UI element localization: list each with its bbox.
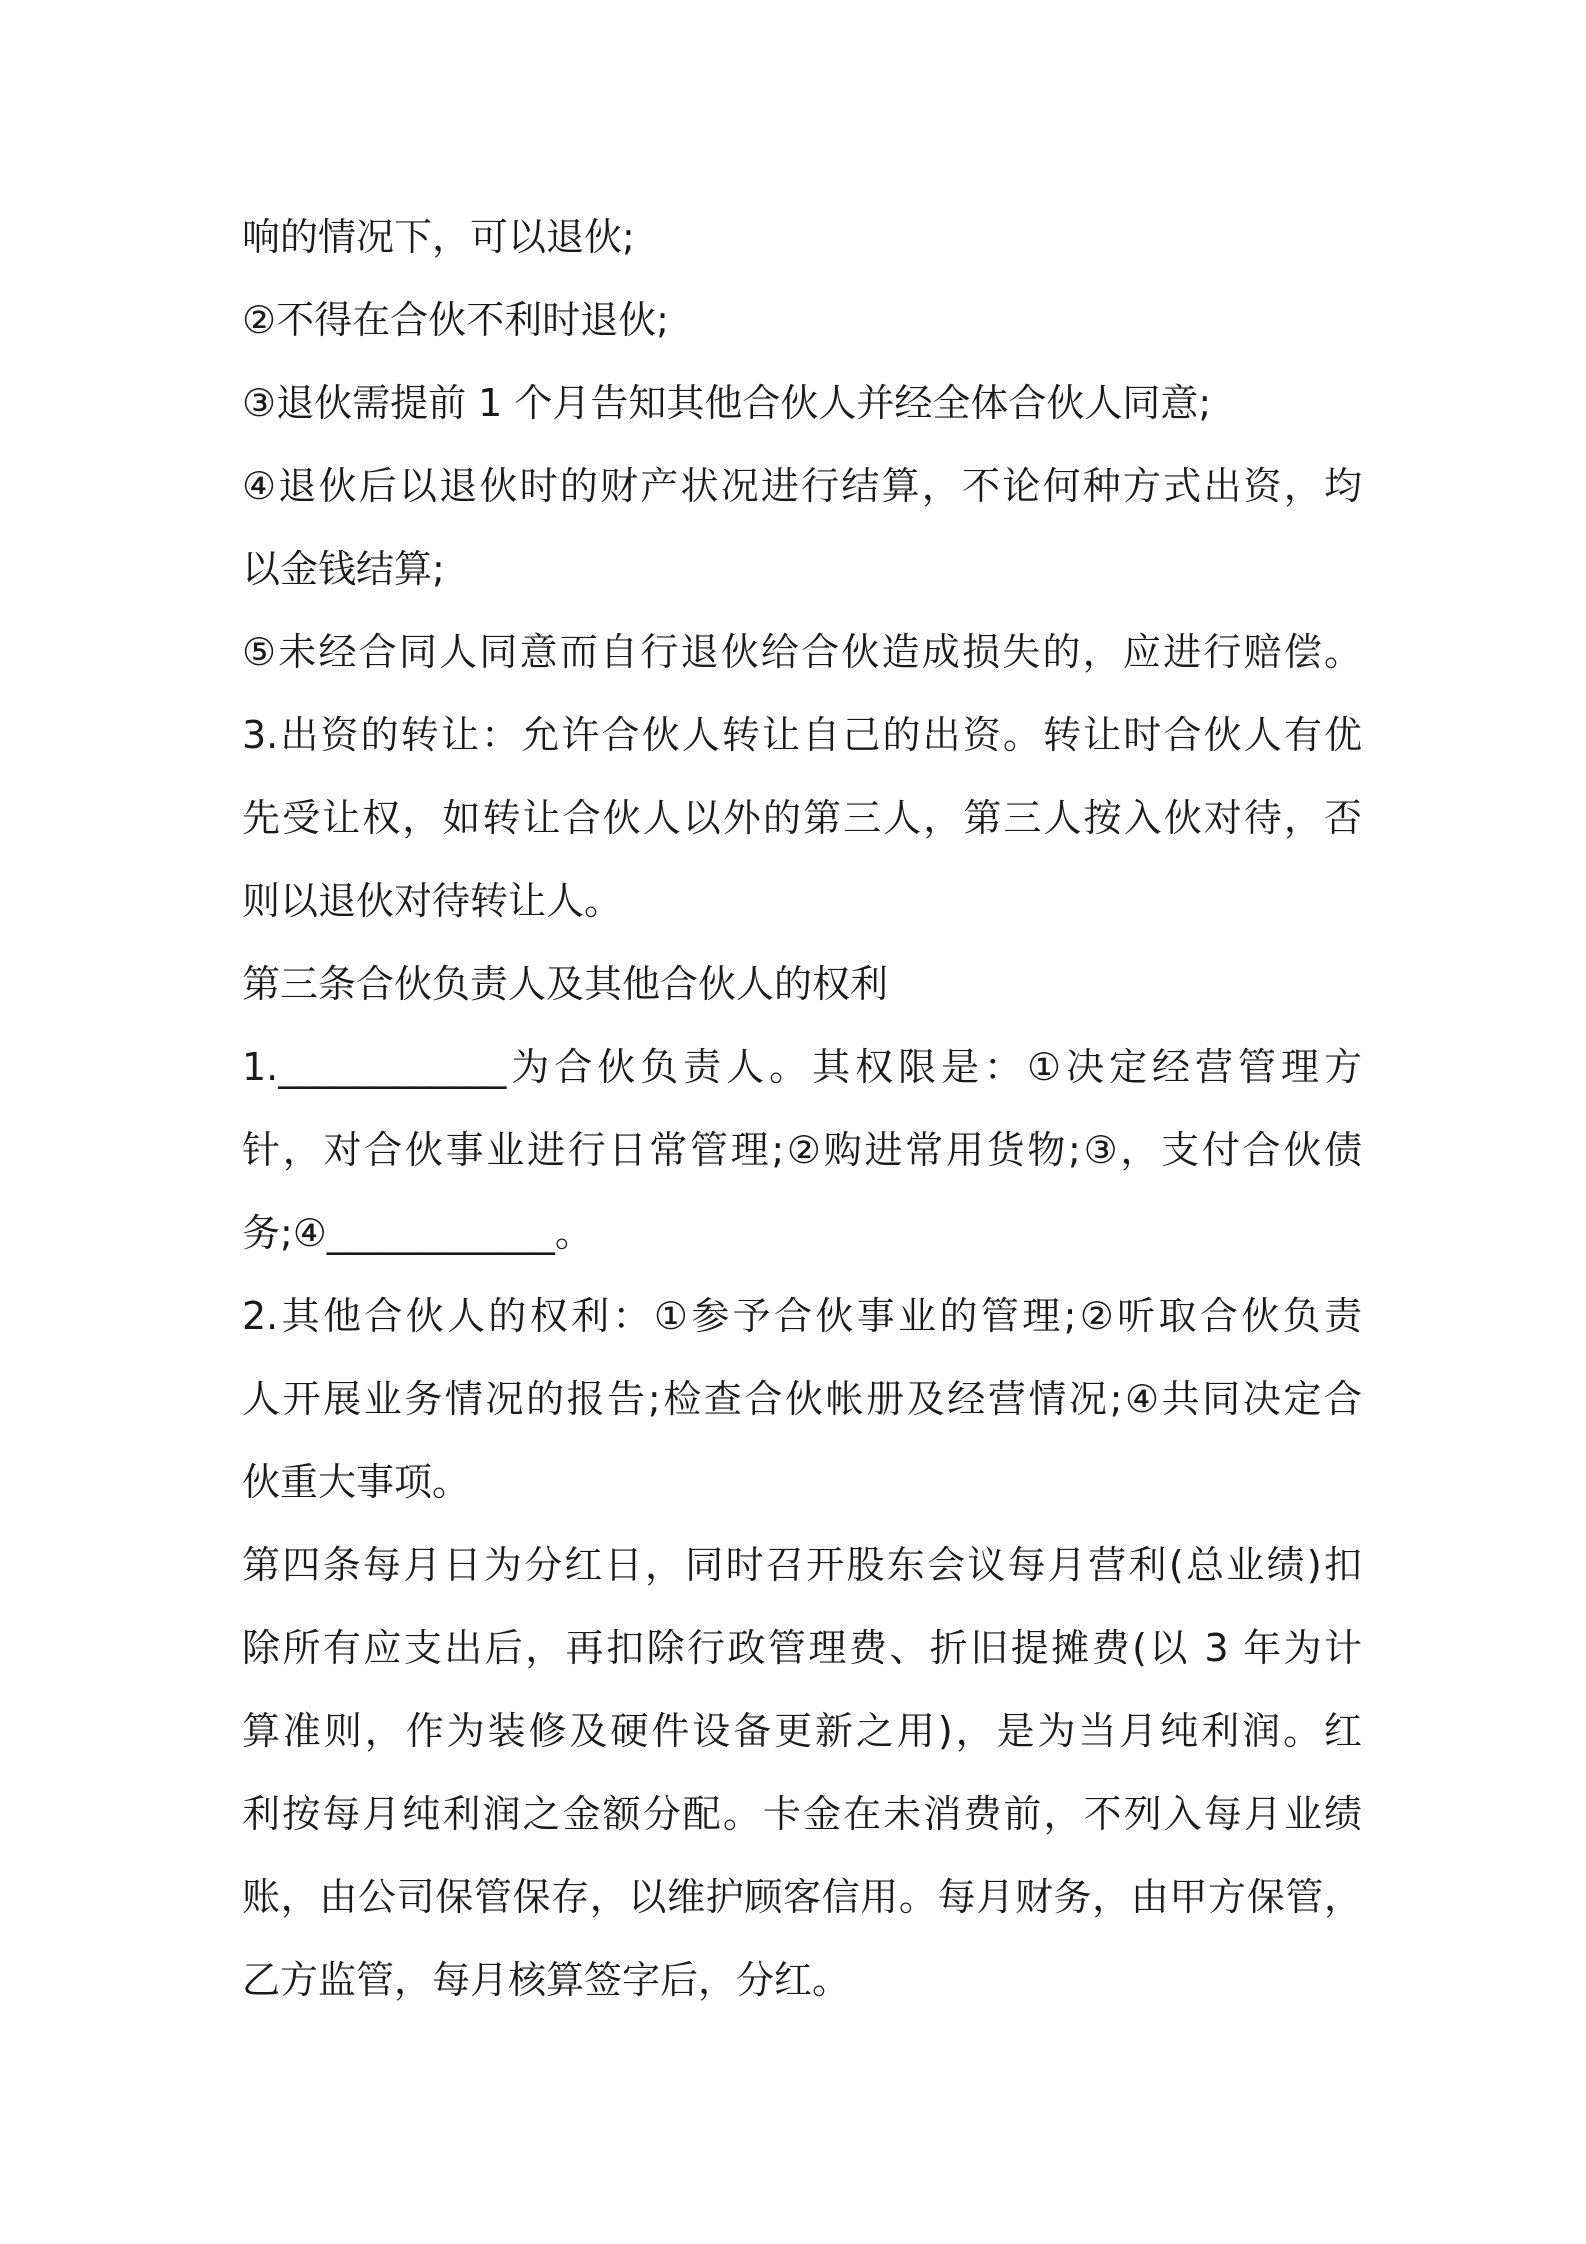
document-body (242, 196, 1362, 2022)
text-line: 响的情况下，可以退伙; (242, 215, 635, 259)
section-heading: 第三条合伙负责人及其他合伙人的权利 (242, 962, 889, 1006)
text-line: 针，对合伙事业进行日常管理;②购进常用货物;③，支付合伙债 (242, 1128, 1362, 1172)
text-line: 除所有应支出后，再扣除行政管理费、折旧提摊费(以 3 年为计 (242, 1626, 1362, 1670)
text-line: 乙方监管，每月核算签字后，分红。 (242, 1958, 851, 2002)
text-line: 则以退伙对待转让人。 (242, 879, 623, 923)
text-line: 算准则，作为装修及硬件设备更新之用)，是为当月纯利润。红 (242, 1709, 1362, 1753)
text-line: 伙重大事项。 (242, 1460, 471, 1504)
text-line: 先受让权，如转让合伙人以外的第三人，第三人按入伙对待，否 (242, 796, 1362, 840)
section-heading: 第四条每月日为分红日，同时召开股东会议每月营利(总业绩)扣 (242, 1543, 1362, 1587)
text-line: 1.____________为合伙负责人。其权限是：①决定经营管理方 (242, 1045, 1362, 1089)
text-line: 务;④____________。 (242, 1211, 593, 1255)
text-line: 2.其他合伙人的权利：①参予合伙事业的管理;②听取合伙负责 (242, 1294, 1362, 1338)
text-line: ②不得在合伙不利时退伙; (242, 298, 669, 342)
text-line: ④退伙后以退伙时的财产状况进行结算，不论何种方式出资，均 (242, 464, 1362, 508)
text-line: 3.出资的转让：允许合伙人转让自己的出资。转让时合伙人有优 (242, 713, 1362, 757)
text-line: 账，由公司保管保存，以维护顾客信用。每月财务，由甲方保管， (242, 1875, 1362, 1919)
text-line: ⑤未经合同人同意而自行退伙给合伙造成损失的，应进行赔偿。 (242, 630, 1362, 674)
text-line: 以金钱结算; (242, 547, 445, 591)
text-line: 人开展业务情况的报告;检查合伙帐册及经营情况;④共同决定合 (242, 1377, 1362, 1421)
text-line: 利按每月纯利润之金额分配。卡金在未消费前，不列入每月业绩 (242, 1792, 1362, 1836)
text-line: ③退伙需提前 1 个月告知其他合伙人并经全体合伙人同意; (242, 381, 1212, 425)
